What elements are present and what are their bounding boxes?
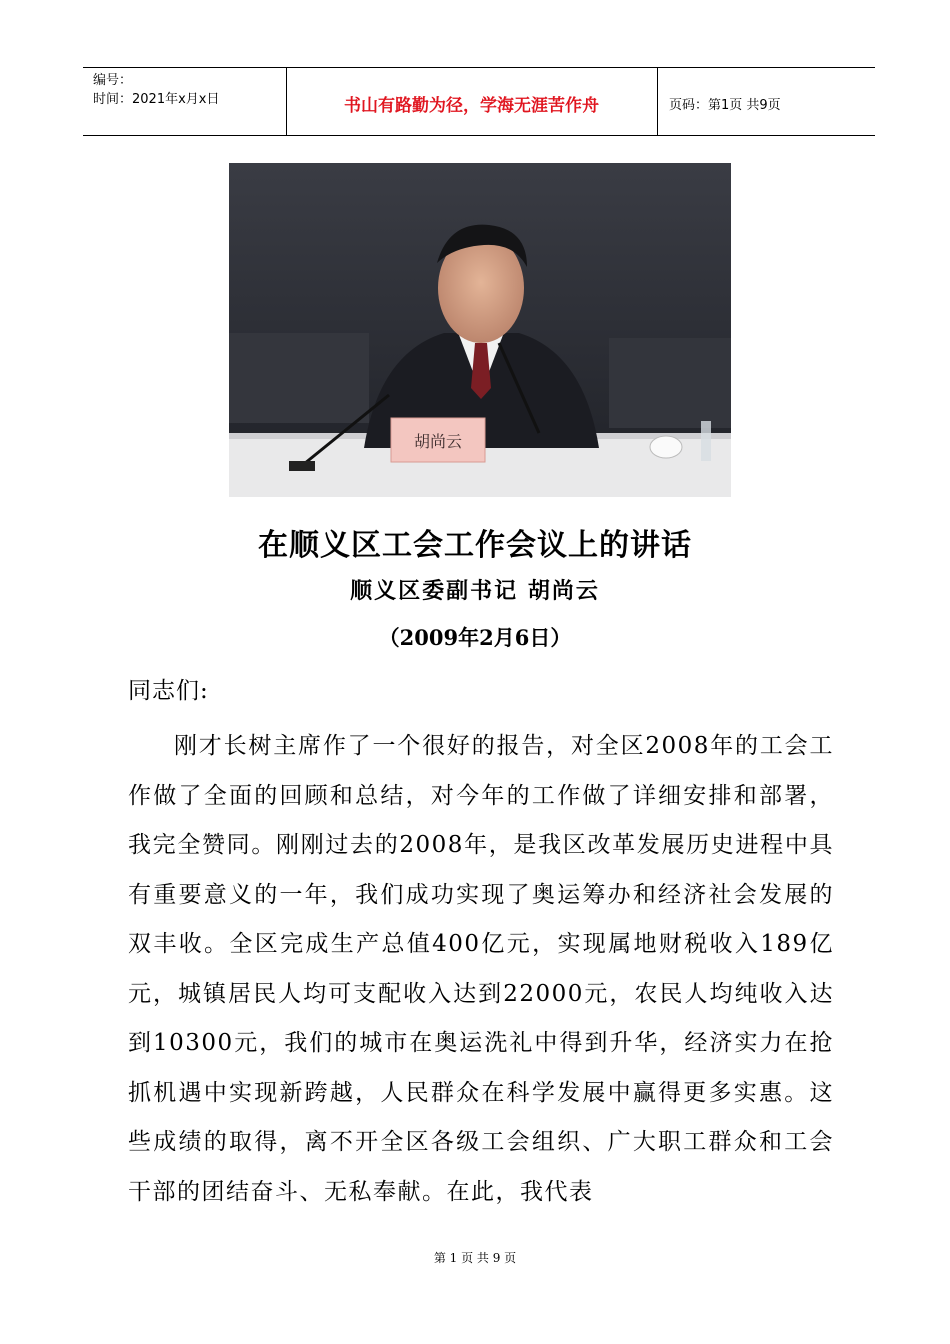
document-title: 在顺义区工会工作会议上的讲话 <box>258 528 692 563</box>
header-page-info: 页码：第1页 共9页 <box>669 98 781 113</box>
header-bottom-rule <box>83 135 875 136</box>
header-divider <box>657 67 658 136</box>
header-table <box>83 67 875 136</box>
page-footer: 第 1 页 共 9 页 <box>433 1251 517 1265</box>
document-date: （2009年2月6日） <box>378 625 572 650</box>
salutation: 同志们: <box>128 678 209 704</box>
document-subtitle: 顺义区委副书记 胡尚云 <box>350 578 600 604</box>
body-paragraph: 刚才长树主席作了一个很好的报告，对全区2008年的工会工作做了全面的回顾和总结，对今年的工作做了详细安排和部署，我完全赞同。刚刚过去的2008年，是我区改革发展历史进程中具有重要意义的一年，我们成功实现了奥运筹办和经济社会发展的双丰收。全区完成生产总值400亿元，实现属地财税收入189亿元，城镇居民人均可支配收入达到22000元，农民人均纯收入达到10300元，我们的城市在奥运洗礼中得到升华，经济实力在抢抓机遇中实现新跨越，人民群众在科学发展中赢得更多实惠。这些成绩的取得，离不开全区各级工会组织、广大职工群众和工会干部的团结奋斗、无私奉献。在此，我代表 <box>128 733 834 1205</box>
header-meta <box>93 71 219 109</box>
number-label: 编号： <box>93 73 133 88</box>
nameplate-text: 胡尚云 <box>413 432 463 451</box>
header-top-rule <box>83 67 875 68</box>
speaker-photo <box>229 163 731 497</box>
header-motto: 书山有路勤为径，学海无涯苦作舟 <box>344 96 599 116</box>
time-label: 时间：2021年x月x日 <box>93 92 220 107</box>
